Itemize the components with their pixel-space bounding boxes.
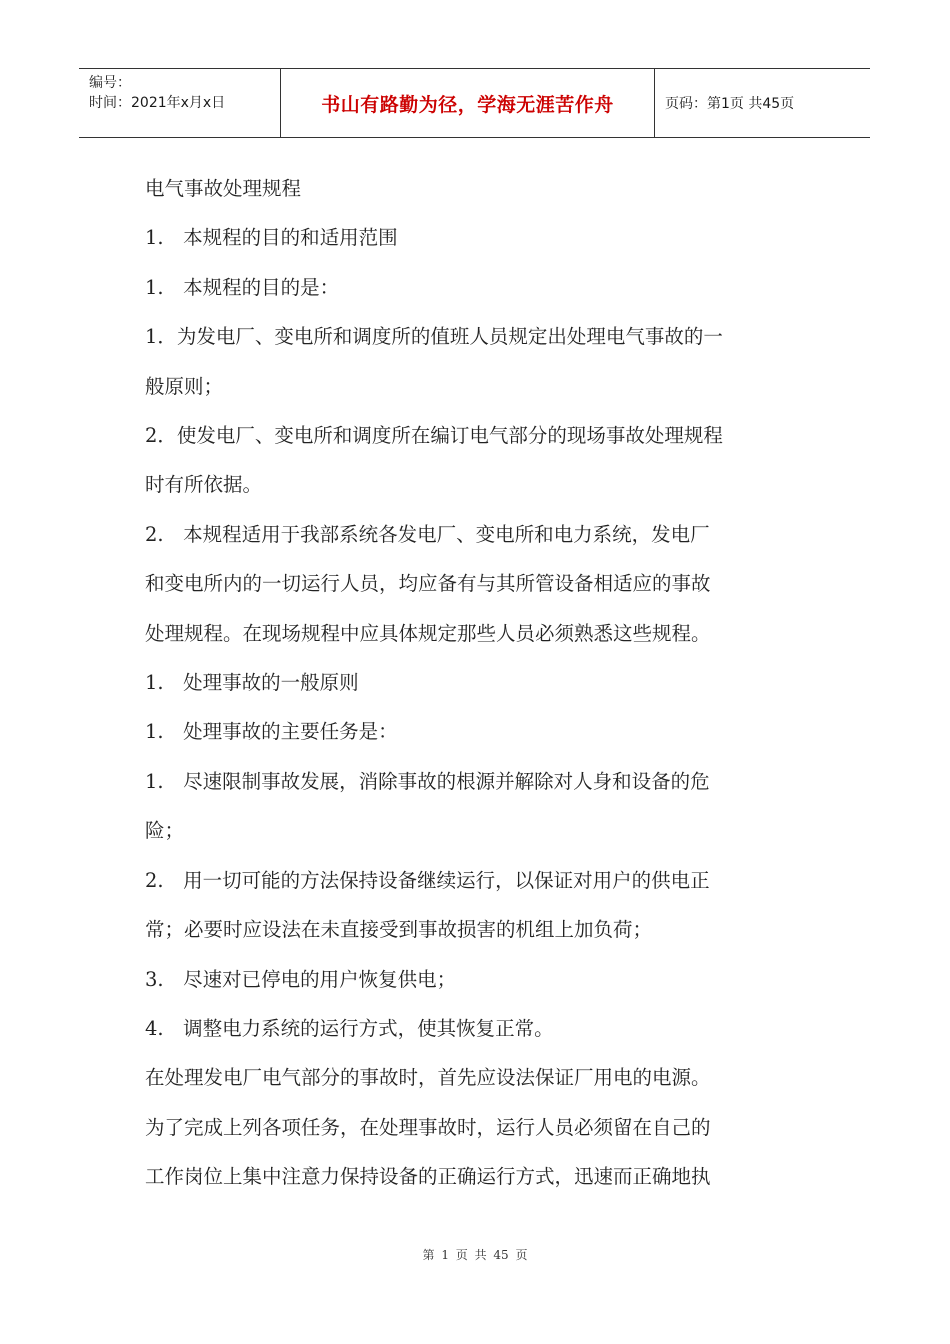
body-line: 险；: [145, 819, 185, 843]
header-motto: 书山有路勤为径，学海无涯苦作舟: [281, 69, 655, 137]
body-line: 般原则；: [145, 374, 224, 398]
doc-title: 电气事故处理规程: [145, 177, 302, 200]
document-header: [79, 68, 870, 138]
document-time-label: 时间：2021年x月x日: [89, 95, 226, 111]
body-line: 常；必要时应设法在未直接受到事故损害的机组上加负荷；: [145, 918, 653, 942]
body-line: 为了完成上列各项任务，在处理事故时，运行人员必须留在自己的: [145, 1115, 711, 1139]
body-line: 1．为发电厂、变电所和调度所的值班人员规定出处理电气事故的一: [145, 325, 723, 349]
body-line: 1. 尽速限制事故发展，消除事故的根源并解除对人身和设备的危: [145, 769, 710, 793]
body-line: 在处理发电厂电气部分的事故时，首先应设法保证厂用电的电源。: [145, 1066, 711, 1090]
body-line: 2. 本规程适用于我部系统各发电厂、变电所和电力系统，发电厂: [145, 522, 710, 546]
body-line: 时有所依据。: [145, 473, 263, 497]
body-line: 4. 调整电力系统的运行方式，使其恢复正常。: [145, 1016, 554, 1040]
page-footer: 第 1 页 共 45 页: [422, 1248, 528, 1262]
body-line: 和变电所内的一切运行人员，均应备有与其所管设备相适应的事故: [145, 572, 711, 596]
header-meta: [79, 69, 281, 137]
header-page-info: 页码：第1页 共45页: [665, 96, 795, 112]
body-line: 1. 处理事故的主要任务是：: [145, 720, 398, 744]
body-line: 2. 用一切可能的方法保持设备继续运行，以保证对用户的供电正: [145, 868, 710, 892]
body-line: 1. 本规程的目的和适用范围: [145, 226, 398, 250]
document-number-label: 编号：: [89, 75, 131, 91]
body-line: 3. 尽速对已停电的用户恢复供电；: [145, 967, 457, 991]
body-line: 2．使发电厂、变电所和调度所在编订电气部分的现场事故处理规程: [145, 424, 723, 448]
body-line: 工作岗位上集中注意力保持设备的正确运行方式，迅速而正确地执: [145, 1165, 711, 1189]
body-line: 1. 本规程的目的是：: [145, 275, 340, 299]
body-line: 1. 处理事故的一般原则: [145, 671, 359, 695]
body-line: 处理规程。在现场规程中应具体规定那些人员必须熟悉这些规程。: [145, 621, 711, 645]
document-body: [145, 164, 810, 1202]
